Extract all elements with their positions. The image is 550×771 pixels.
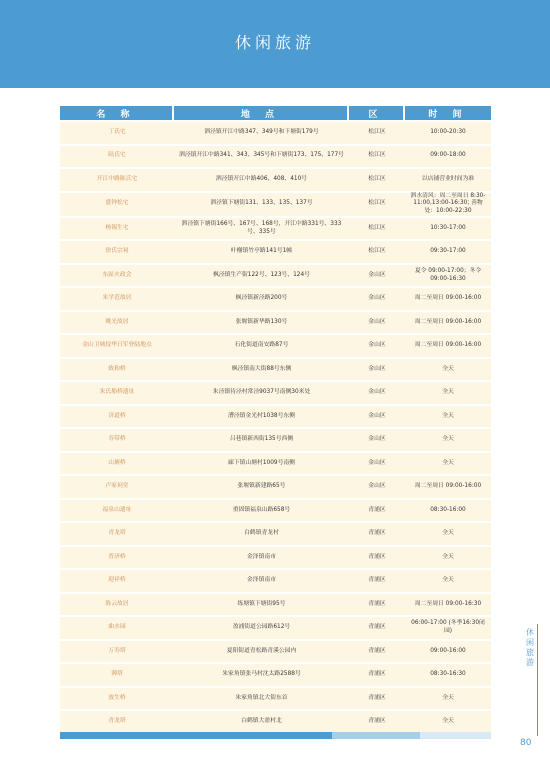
cell-time: 全天 [405,688,491,710]
column-header-name: 名 称 [60,106,174,120]
cell-time: 周二至周日 09:00-16:00 [405,288,491,310]
cell-location: 泗泾镇开江中路406、408、410号 [174,169,349,191]
cell-district: 松江区 [349,218,405,240]
cell-district: 金山区 [349,359,405,381]
cell-time: 09:30-17:00 [405,241,491,263]
cell-name: 普济桥 [60,547,174,569]
table-row [60,547,491,569]
cell-location: 泗泾镇下塘街166号、167号、168号，开江中路331号、333号、335号 [174,218,349,240]
cell-name: 丁氏宅 [60,122,174,144]
section-side-label: 休闲旅游 [526,628,534,667]
column-header-district: 区 [349,106,405,120]
cell-time: 06:00-17:00 (冬季16:30闭园) [405,617,491,639]
cell-district: 金山区 [349,288,405,310]
cell-name: 福泉山遗址 [60,500,174,522]
cell-district: 松江区 [349,122,405,144]
cell-time: 周二至周日 09:00-16:30 [405,594,491,616]
table-row [60,218,491,240]
cell-location: 金泽镇南市 [174,547,349,569]
table-row [60,453,491,475]
column-header-location: 地 点 [174,106,349,120]
cell-time: 泗水清风：周二至周日 8:30-11:00,13:00-16:30; 善物处：10:00-22:30 [405,193,491,216]
table-row [60,193,491,216]
cell-location: 漕泾镇金光村1038号东侧 [174,406,349,428]
cell-name: 朱氏船桥遗址 [60,382,174,404]
cell-time: 夏令 09:00-17:00；冬令 09:00-16:30 [405,265,491,287]
cell-time: 08:30-16:30 [405,664,491,686]
cell-time: 10:00-20:30 [405,122,491,144]
cell-name: 放生桥 [60,688,174,710]
table-row [60,146,491,168]
cell-location: 金泽镇南市 [174,570,349,592]
cell-name: 金山卫城侵华日军登陆地点 [60,335,174,357]
cell-location: 张堰镇新建路65号 [174,476,349,498]
cell-location: 吕巷镇新西街135号西侧 [174,429,349,451]
table-row [60,617,491,639]
cell-district: 青浦区 [349,711,405,733]
header-banner [0,0,550,88]
cell-time: 全天 [405,382,491,404]
cell-location: 朱家角镇张马村沈太路2588号 [174,664,349,686]
cell-location: 重固镇福泉山路658号 [174,500,349,522]
cell-district: 青浦区 [349,617,405,639]
table-row [60,523,491,545]
cell-district: 青浦区 [349,523,405,545]
cell-name: 徐氏宗祠 [60,241,174,263]
table-row [60,500,491,522]
cell-district: 金山区 [349,265,405,287]
table-row [60,476,491,498]
cell-district: 松江区 [349,146,405,168]
cell-name: 青龙塔 [60,711,174,733]
cell-time: 全天 [405,453,491,475]
cell-name: 东區火政会 [60,265,174,287]
cell-name: 山塘桥 [60,453,174,475]
cell-location: 枫泾镇新泾路200号 [174,288,349,310]
cell-name: 万寿塔 [60,641,174,663]
cell-name: 陆氏宅 [60,146,174,168]
table-row [60,288,491,310]
page-number: 80 [520,738,532,748]
cell-location: 盈浦街道公园路612号 [174,617,349,639]
cell-time: 周二至周日 09:00-16:00 [405,312,491,334]
table-row [60,570,491,592]
cell-location: 白鹤镇青龙村 [174,523,349,545]
cell-time: 以店铺营业时间为准 [405,169,491,191]
cell-name: 曲水园 [60,617,174,639]
cell-location: 泗泾镇下塘街131、133、135、137号 [174,193,349,216]
table-row [60,641,491,663]
cell-location: 枫泾镇生产街122号、123号、124号 [174,265,349,287]
cell-district: 松江区 [349,241,405,263]
cell-district: 青浦区 [349,594,405,616]
cell-location: 枫泾镇南大街88号东侧 [174,359,349,381]
table-row [60,406,491,428]
column-header-time: 时 间 [405,106,491,120]
cell-name: 卢家祠堂 [60,476,174,498]
cell-time: 09:00-16:00 [405,641,491,663]
table-row [60,335,491,357]
cell-time: 全天 [405,523,491,545]
cell-district: 金山区 [349,312,405,334]
cell-district: 松江区 [349,193,405,216]
cell-time: 全天 [405,429,491,451]
cell-location: 叶榭镇竹亭路141号1幢 [174,241,349,263]
cell-location: 泗泾镇开江中路341、343、345号和下塘街173、175、177号 [174,146,349,168]
cell-district: 金山区 [349,335,405,357]
cell-district: 金山区 [349,382,405,404]
footer-bar-light [332,732,420,739]
cell-name: 致和桥 [60,359,174,381]
cell-time: 全天 [405,359,491,381]
cell-district: 青浦区 [349,547,405,569]
cell-location: 石化街道南安路87号 [174,335,349,357]
cell-name: 姚光故居 [60,312,174,334]
cell-location: 朱家角镇北大街东首 [174,688,349,710]
table-row [60,711,491,733]
cell-location: 廊下镇山塘村1009号南侧 [174,453,349,475]
cell-name: 杨锡生宅 [60,218,174,240]
cell-time: 10:30-17:00 [405,218,491,240]
table-row [60,359,491,381]
footer-bar-dark [60,732,332,739]
cell-name: 陈云故居 [60,594,174,616]
cell-name: 济道桥 [60,406,174,428]
cell-district: 金山区 [349,453,405,475]
cell-location: 白鹤镇大盈村北 [174,711,349,733]
cell-district: 青浦区 [349,664,405,686]
cell-name: 泖塔 [60,664,174,686]
cell-time: 全天 [405,547,491,569]
table-body [60,122,491,733]
table-row [60,382,491,404]
cell-location: 泗泾镇开江中路347、349号和下塘街179号 [174,122,349,144]
cell-location: 练塘镇下塘街95号 [174,594,349,616]
cell-time: 周二至周日 09:00-16:00 [405,335,491,357]
table-row [60,429,491,451]
cell-time: 全天 [405,711,491,733]
cell-district: 青浦区 [349,570,405,592]
cell-location: 朱泾镇待泾村常泾9037号南侧30米处 [174,382,349,404]
cell-district: 金山区 [349,476,405,498]
table-row [60,688,491,710]
cell-time: 08:30-16:00 [405,500,491,522]
cell-district: 松江区 [349,169,405,191]
footer-bar-lighter [420,732,491,739]
cell-name: 盛钟松宅 [60,193,174,216]
cell-time: 全天 [405,406,491,428]
cell-time: 全天 [405,570,491,592]
cell-district: 金山区 [349,429,405,451]
table-row [60,265,491,287]
cell-time: 周二至周日 09:00-16:00 [405,476,491,498]
cell-name: 迎祥桥 [60,570,174,592]
cell-name: 青龙塔 [60,523,174,545]
table-row [60,664,491,686]
cell-name: 寿带桥 [60,429,174,451]
cell-district: 青浦区 [349,688,405,710]
cell-district: 青浦区 [349,641,405,663]
table-row [60,169,491,191]
table-row [60,312,491,334]
cell-name: 开江中路陈氏宅 [60,169,174,191]
table-header-row [60,106,491,120]
cell-district: 金山区 [349,406,405,428]
cell-location: 张堰镇新华路130号 [174,312,349,334]
cell-time: 09:00-18:00 [405,146,491,168]
table-row [60,241,491,263]
cell-name: 朱学范故居 [60,288,174,310]
page-title: 休闲旅游 [234,33,315,52]
attractions-table-container [60,104,491,735]
cell-district: 青浦区 [349,500,405,522]
cell-location: 夏阳街道青松路青溪公园内 [174,641,349,663]
table-row [60,122,491,144]
table-row [60,594,491,616]
side-divider [537,624,538,736]
attractions-table [60,104,491,735]
